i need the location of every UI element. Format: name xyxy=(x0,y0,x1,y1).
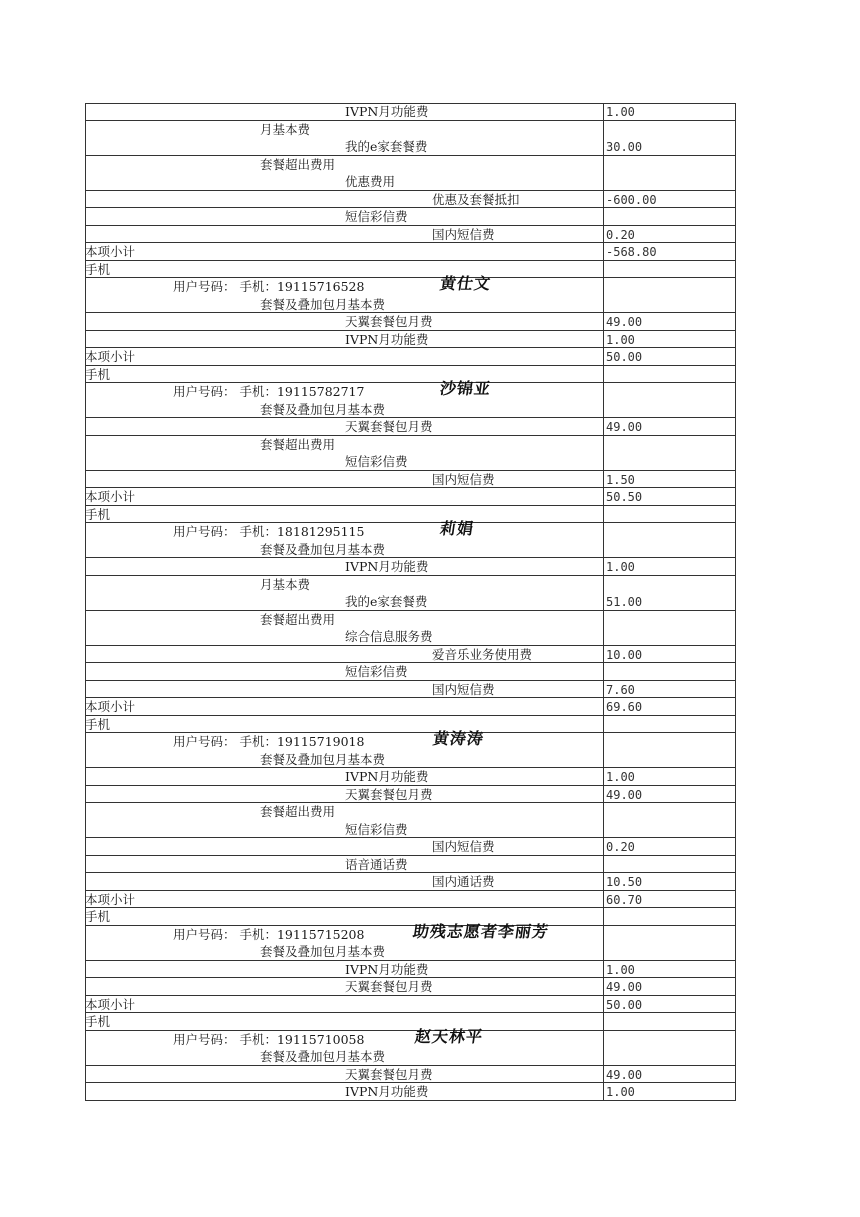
row-amount: 50.00 xyxy=(606,350,643,364)
row-label: 套餐及叠加包月基本费 xyxy=(260,401,386,417)
table-row xyxy=(85,558,736,576)
row-label: 用户号码： 手机：19115716528 xyxy=(173,279,365,294)
table-row xyxy=(85,611,736,629)
table-row xyxy=(85,786,736,804)
row-amount: 7.60 xyxy=(606,682,635,697)
table-row xyxy=(85,453,736,471)
row-label: 套餐及叠加包月基本费 xyxy=(260,751,386,767)
table-row xyxy=(85,978,736,996)
row-amount: 30.00 xyxy=(606,140,643,154)
row-amount: 1.00 xyxy=(606,332,635,347)
row-label: 本项小计 xyxy=(85,349,136,364)
row-label: 手机 xyxy=(85,909,111,924)
table-row xyxy=(85,663,736,681)
row-amount: 1.00 xyxy=(606,962,635,977)
table-row xyxy=(85,296,736,314)
table-row xyxy=(85,628,736,646)
row-label: 用户号码： 手机：18181295115 xyxy=(173,524,365,539)
row-amount: 10.50 xyxy=(606,875,643,889)
row-label: 本项小计 xyxy=(85,891,136,907)
row-label: 套餐超出费用 xyxy=(260,156,336,172)
billing-detail-table xyxy=(85,103,736,1101)
row-amount: 0.20 xyxy=(606,227,635,242)
row-label: 天翼套餐包月费 xyxy=(345,979,433,994)
table-row xyxy=(85,103,736,121)
table-row xyxy=(85,891,736,909)
row-label: IVPN月功能费 xyxy=(345,559,429,574)
row-label: 短信彩信费 xyxy=(345,454,408,469)
row-label: 本项小计 xyxy=(85,699,136,714)
table-row xyxy=(85,274,736,296)
value-column-divider xyxy=(603,103,604,1101)
handwritten-signature: 黄涛涛 xyxy=(431,729,486,748)
row-amount: 49.00 xyxy=(606,420,643,434)
table-row xyxy=(85,821,736,839)
table-row xyxy=(85,379,736,401)
row-amount: 50.00 xyxy=(606,997,643,1012)
table-row xyxy=(85,313,736,331)
row-label: 优惠及套餐抵扣 xyxy=(432,191,520,207)
row-label: IVPN月功能费 xyxy=(345,769,429,784)
row-amount: 49.00 xyxy=(606,980,643,994)
row-label: IVPN月功能费 xyxy=(345,1084,429,1099)
table-row xyxy=(85,943,736,961)
row-amount: 10.00 xyxy=(606,647,643,662)
row-label: 短信彩信费 xyxy=(345,209,408,224)
table-row xyxy=(85,856,736,874)
row-label: 套餐及叠加包月基本费 xyxy=(260,1049,386,1064)
row-amount: 69.60 xyxy=(606,700,643,714)
table-left-border xyxy=(85,103,86,1101)
table-row xyxy=(85,173,736,191)
table-row xyxy=(85,488,736,506)
row-amount: 0.20 xyxy=(606,840,635,854)
table-row xyxy=(85,921,736,944)
row-label: 套餐及叠加包月基本费 xyxy=(260,296,386,312)
row-label: 用户号码： 手机：19115710058 xyxy=(173,1031,365,1047)
handwritten-signature: 黄仕文 xyxy=(438,274,493,293)
row-label: 天翼套餐包月费 xyxy=(345,314,433,329)
table-row xyxy=(85,768,736,786)
row-label: 天翼套餐包月费 xyxy=(345,1066,433,1082)
row-label: 本项小计 xyxy=(85,489,136,504)
row-label: 用户号码： 手机：19115715208 xyxy=(173,926,365,942)
table-row xyxy=(85,716,736,734)
row-label: 套餐超出费用 xyxy=(260,804,336,819)
row-label: 手机 xyxy=(85,506,111,522)
table-row xyxy=(85,1083,736,1101)
row-label: 国内短信费 xyxy=(432,681,495,697)
row-label: 天翼套餐包月费 xyxy=(345,419,433,434)
handwritten-signature: 莉娟 xyxy=(438,519,476,538)
row-label: 优惠费用 xyxy=(345,174,396,189)
table-row xyxy=(85,243,736,261)
table-row xyxy=(85,996,736,1014)
table-row xyxy=(85,698,736,716)
row-amount: 1.00 xyxy=(606,770,635,784)
table-row xyxy=(85,838,736,856)
row-label: 我的e家套餐费 xyxy=(345,594,428,609)
row-label: 月基本费 xyxy=(260,576,311,592)
table-row xyxy=(85,519,736,541)
table-row xyxy=(85,961,736,979)
row-amount: -600.00 xyxy=(606,192,657,207)
table-row xyxy=(85,348,736,366)
row-amount: 1.00 xyxy=(606,105,635,119)
table-row xyxy=(85,646,736,664)
row-label: 手机 xyxy=(85,1014,111,1029)
row-label: 国内短信费 xyxy=(432,226,495,242)
handwritten-signature: 助残志愿者李丽芳 xyxy=(411,921,551,941)
row-amount: 49.00 xyxy=(606,315,643,329)
table-rows xyxy=(85,103,736,1101)
row-label: 我的e家套餐费 xyxy=(345,139,428,154)
row-label: 国内短信费 xyxy=(432,839,495,854)
handwritten-signature: 沙锦亚 xyxy=(438,379,493,398)
row-label: IVPN月功能费 xyxy=(345,104,429,119)
table-row xyxy=(85,138,736,156)
table-row xyxy=(85,418,736,436)
row-amount: 51.00 xyxy=(606,595,643,609)
row-amount: 49.00 xyxy=(606,787,643,802)
row-label: 国内通话费 xyxy=(432,874,495,889)
table-row xyxy=(85,471,736,489)
table-row xyxy=(85,541,736,559)
table-row xyxy=(85,908,736,926)
table-row xyxy=(85,681,736,699)
table-row xyxy=(85,803,736,821)
row-label: 手机 xyxy=(85,716,111,732)
row-label: 短信彩信费 xyxy=(345,821,408,837)
row-label: 综合信息服务费 xyxy=(345,629,433,644)
row-label: 短信彩信费 xyxy=(345,664,408,679)
row-label: 套餐及叠加包月基本费 xyxy=(260,944,386,959)
table-row xyxy=(85,506,736,524)
table-row xyxy=(85,208,736,226)
table-row xyxy=(85,751,736,769)
row-amount: 1.50 xyxy=(606,472,635,487)
table-row xyxy=(85,366,736,384)
row-amount: 1.00 xyxy=(606,1085,635,1099)
row-label: IVPN月功能费 xyxy=(345,331,429,347)
row-label: 套餐超出费用 xyxy=(260,436,336,452)
table-row xyxy=(85,226,736,244)
row-label: 爱音乐业务使用费 xyxy=(432,646,533,662)
row-label: 套餐及叠加包月基本费 xyxy=(260,541,386,557)
table-right-border xyxy=(735,103,736,1101)
table-row xyxy=(85,156,736,174)
table-row xyxy=(85,261,736,279)
row-label: 用户号码： 手机：19115719018 xyxy=(173,734,365,749)
table-row xyxy=(85,1013,736,1031)
table-row xyxy=(85,121,736,139)
row-label: 本项小计 xyxy=(85,244,136,259)
table-row xyxy=(85,729,736,751)
table-row xyxy=(85,1026,736,1049)
row-label: IVPN月功能费 xyxy=(345,961,429,977)
row-amount: -568.80 xyxy=(606,245,657,259)
row-label: 国内短信费 xyxy=(432,471,495,487)
row-label: 手机 xyxy=(85,261,111,277)
row-amount: 50.50 xyxy=(606,490,643,504)
table-row xyxy=(85,401,736,419)
row-label: 本项小计 xyxy=(85,996,136,1012)
row-amount: 60.70 xyxy=(606,892,643,907)
table-row xyxy=(85,1048,736,1066)
table-row xyxy=(85,873,736,891)
row-label: 手机 xyxy=(85,366,111,382)
table-row xyxy=(85,576,736,594)
row-label: 月基本费 xyxy=(260,121,311,137)
handwritten-signature: 赵天林平 xyxy=(413,1026,485,1046)
row-label: 天翼套餐包月费 xyxy=(345,786,433,802)
table-row xyxy=(85,331,736,349)
table-row xyxy=(85,436,736,454)
row-label: 用户号码： 手机：19115782717 xyxy=(173,384,365,399)
table-row xyxy=(85,191,736,209)
row-label: 语音通话费 xyxy=(345,856,408,872)
row-amount: 1.00 xyxy=(606,560,635,574)
table-row xyxy=(85,1066,736,1084)
row-label: 套餐超出费用 xyxy=(260,611,336,627)
row-amount: 49.00 xyxy=(606,1067,643,1082)
table-row xyxy=(85,593,736,611)
